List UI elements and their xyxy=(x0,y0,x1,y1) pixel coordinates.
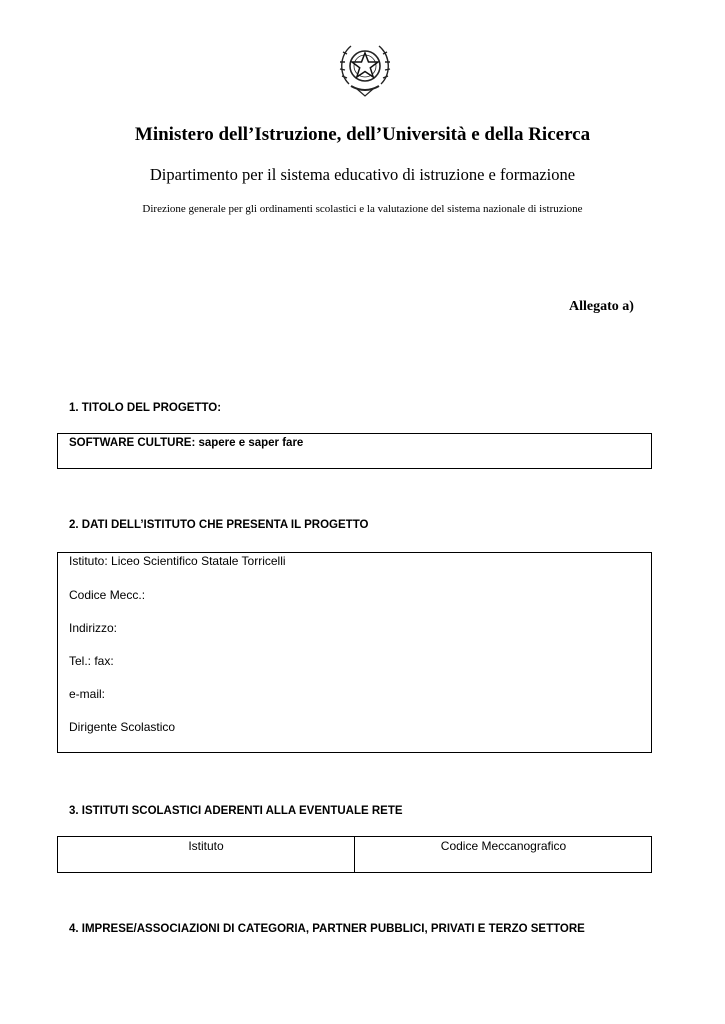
tel-fax-line: Tel.: fax: xyxy=(69,654,114,668)
republic-emblem-icon xyxy=(337,36,393,98)
institute-name-line: Istituto: Liceo Scientifico Statale Torricelli xyxy=(69,554,286,568)
column-header-istituto: Istituto xyxy=(58,837,355,872)
section-4-title: 4. IMPRESE/ASSOCIAZIONI DI CATEGORIA, PARTNER PUBBLICI, PRIVATI E TERZO SETTORE xyxy=(69,923,585,935)
section-3-title: 3. ISTITUTI SCOLASTICI ADERENTI ALLA EVENTUALE RETE xyxy=(69,805,403,817)
indirizzo-line: Indirizzo: xyxy=(69,621,118,635)
institute-data-box xyxy=(57,552,652,753)
project-title-value: SOFTWARE CULTURE: sapere e saper fare xyxy=(69,437,304,449)
dirigente-line: Dirigente Scolastico xyxy=(69,720,176,734)
email-line: e-mail: xyxy=(69,687,106,701)
allegato-label: Allegato a) xyxy=(569,299,634,314)
column-header-codice: Codice Meccanografico xyxy=(440,839,567,853)
ministry-title: Ministero dell’Istruzione, dell’Università e della Ricerca xyxy=(134,124,591,145)
network-schools-table xyxy=(57,836,652,873)
department-title: Dipartimento per il sistema educativo di istruzione e formazione xyxy=(149,165,576,184)
directorate-title: Direzione generale per gli ordinamenti scolastici e la valutazione del sistema nazionale di istruzione xyxy=(142,203,583,215)
project-title-box xyxy=(57,433,652,469)
codice-mecc-line: Codice Mecc.: xyxy=(69,588,146,602)
section-2-title: 2. DATI DELL’ISTITUTO CHE PRESENTA IL PROGETTO xyxy=(69,519,369,531)
section-1-title: 1. TITOLO DEL PROGETTO: xyxy=(69,402,222,414)
